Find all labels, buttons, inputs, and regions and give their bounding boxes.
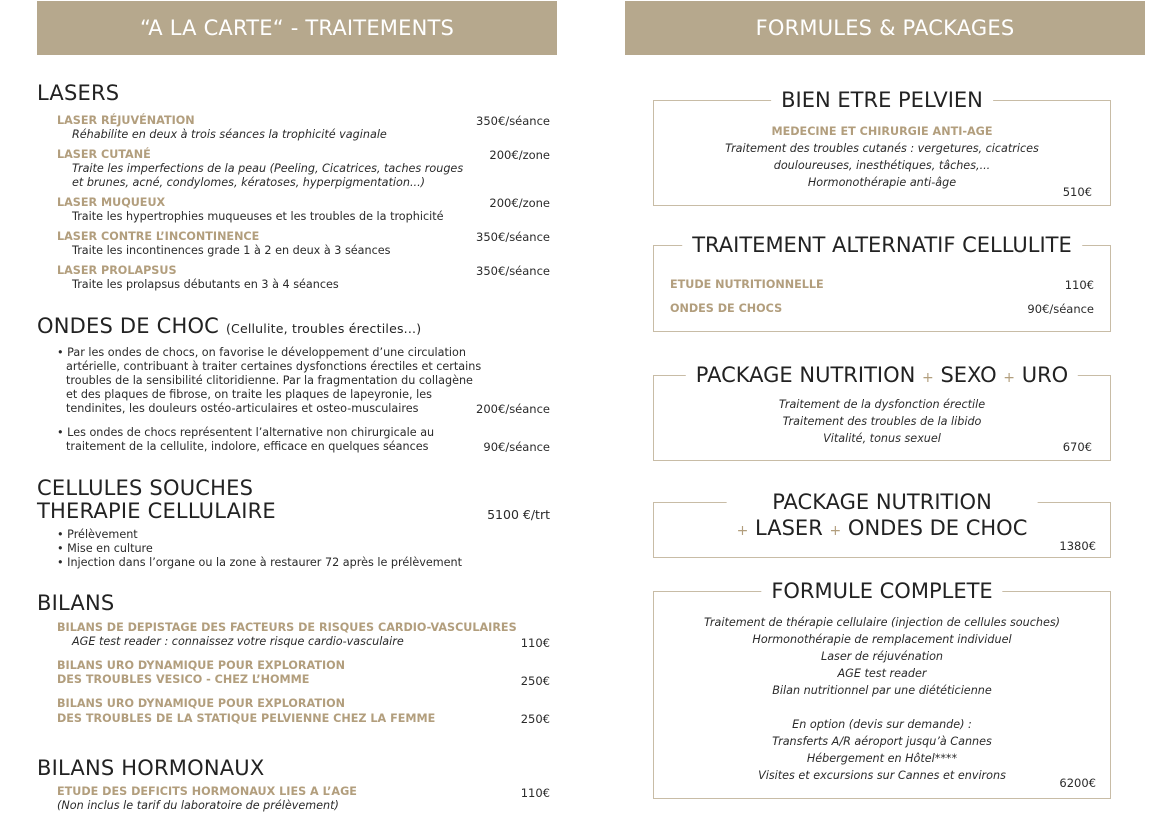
left-banner-title: “A LA CARTE“ - TRAITEMENTS	[139, 16, 455, 40]
plus-icon: +	[1003, 370, 1016, 386]
list-item: • Prélèvement	[57, 528, 138, 541]
ondes-title: ONDES DE CHOC	[37, 314, 220, 338]
pelvien-box	[653, 88, 1111, 206]
laser-cutane-name: LASER CUTANÉ	[57, 148, 151, 161]
left-banner	[37, 1, 557, 55]
bilan-3-price: 250€	[520, 712, 550, 726]
cellules-heading-2: THERAPIE CELLULAIRE	[37, 499, 276, 523]
right-banner	[625, 1, 1145, 55]
complete-line-4: AGE test reader	[837, 667, 927, 680]
laser-muqueux-price: 200€/zone	[489, 196, 550, 210]
hormonaux-note: (Non inclus le tarif du laboratoire de prélèvement)	[57, 799, 339, 812]
laser-rejuvenation-desc: Réhabilite en deux à trois séances la trophicité vaginale	[72, 128, 387, 141]
laser-cutane-desc-2: et brunes, acné, condylomes, kératoses, hyperpigmentation...)	[72, 176, 425, 189]
pack1-line-3: Vitalité, tonus sexuel	[823, 432, 941, 445]
pack2-box	[653, 490, 1111, 558]
bilan-1-name: BILANS DE DEPISTAGE DES FACTEURS DE RISQUES CARDIO-VASCULAIRES	[57, 621, 517, 634]
pelvien-line-2: douloureuses, inesthétiques, tâches,...	[773, 159, 991, 172]
hormonaux-heading: BILANS HORMONAUX	[37, 756, 265, 780]
list-item: • Injection dans l’organe ou la zone à restaurer 72 après le prélèvement	[57, 556, 462, 569]
list-item: • Mise en culture	[57, 542, 153, 555]
ondes-heading	[37, 314, 421, 338]
ondes-bullet-2: • Les ondes de chocs représentent l’alternative non chirurgicale au traitement de la cellulite, indolore, efficace en quelques séances	[57, 426, 435, 453]
laser-incontinence-price: 350€/séance	[476, 230, 550, 244]
complete-line-5: Bilan nutritionnel par une diététicienne	[772, 684, 992, 697]
bilan-2-name-2: DES TROUBLES VESICO - CHEZ L’HOMME	[57, 673, 310, 686]
hormonaux-price: 110€	[520, 786, 550, 800]
ondes-price-1: 200€/séance	[476, 402, 550, 416]
laser-incontinence-desc: Traite les incontinences grade 1 à 2 en deux à 3 séances	[72, 244, 391, 257]
pack1-price: 670€	[1062, 440, 1092, 454]
complete-option-2: Transferts A/R aéroport jusqu’à Cannes	[772, 735, 992, 748]
complete-option-3: Hébergement en Hôtel****	[806, 752, 958, 765]
complete-line-3: Laser de réjuvénation	[820, 650, 944, 663]
laser-rejuvenation-price: 350€/séance	[476, 114, 550, 128]
bilans-heading: BILANS	[37, 591, 115, 615]
laser-cutane-desc-1: Traite les imperfections de la peau (Peeling, Cicatrices, taches rouges	[72, 162, 464, 175]
bilan-3-name-2: DES TROUBLES DE LA STATIQUE PELVIENNE CHEZ LA FEMME	[57, 712, 436, 725]
complete-line-2: Hormonothérapie de remplacement individuel	[752, 633, 1012, 646]
plus-icon: +	[922, 370, 934, 386]
laser-rejuvenation-name: LASER RÉJUVÉNATION	[57, 114, 195, 127]
bilan-1-desc: AGE test reader : connaissez votre risque cardio-vasculaire	[72, 635, 404, 648]
right-banner-title: FORMULES & PACKAGES	[755, 16, 1015, 40]
pack1-title: PACKAGE NUTRITION + SEXO + URO	[686, 362, 1078, 391]
laser-prolapsus-desc: Traite les prolapsus débutants en 3 à 4 séances	[72, 278, 339, 291]
bilan-2-price: 250€	[520, 674, 550, 688]
complete-box	[653, 579, 1111, 799]
pack2-title: PACKAGE NUTRITION + LASER + ONDES DE CHOC	[727, 489, 1038, 544]
complete-line-1: Traitement de thérapie cellulaire (injection de cellules souches)	[703, 616, 1061, 629]
cellules-heading-1: CELLULES SOUCHES	[37, 476, 254, 500]
laser-cutane-price: 200€/zone	[489, 148, 550, 162]
bilan-1-price: 110€	[520, 636, 550, 650]
pack2-price: 1380€	[1059, 539, 1096, 553]
pelvien-sub: MEDECINE ET CHIRURGIE ANTI-AGE	[771, 125, 993, 138]
ondes-subtitle: (Cellulite, troubles érectiles...)	[225, 321, 422, 336]
laser-prolapsus-name: LASER PROLAPSUS	[57, 264, 177, 277]
cellulite-box	[653, 233, 1111, 332]
cellulite-row-2-price: 90€/séance	[1027, 302, 1094, 316]
cellulite-title: TRAITEMENT ALTERNATIF CELLULITE	[682, 232, 1082, 258]
ondes-price-2: 90€/séance	[483, 440, 550, 454]
cellulite-row-1-name: ETUDE NUTRITIONNELLE	[670, 278, 824, 291]
plus-icon: +	[736, 523, 749, 539]
complete-price: 6200€	[1059, 776, 1096, 790]
plus-icon: +	[829, 523, 842, 539]
bilan-3-name-1: BILANS URO DYNAMIQUE POUR EXPLORATION	[57, 697, 345, 710]
pack1-line-1: Traitement de la dysfonction érectile	[778, 398, 986, 411]
pelvien-line-3: Hormonothérapie anti-âge	[807, 176, 957, 189]
complete-option-4: Visites et excursions sur Cannes et environs	[758, 769, 1006, 782]
cellules-price: 5100 €/trt	[487, 507, 550, 522]
pack1-line-2: Traitement des troubles de la libido	[782, 415, 982, 428]
pelvien-line-1: Traitement des troubles cutanés : vergetures, cicatrices	[725, 142, 1039, 155]
pelvien-title: BIEN ETRE PELVIEN	[771, 87, 993, 113]
complete-title: FORMULE COMPLETE	[761, 578, 1002, 604]
pack1-box	[653, 363, 1111, 461]
cellulite-row-1-price: 110€	[1064, 278, 1094, 292]
laser-prolapsus-price: 350€/séance	[476, 264, 550, 278]
cellules-list	[57, 528, 462, 570]
laser-incontinence-name: LASER CONTRE L’INCONTINENCE	[57, 230, 260, 243]
cellulite-row-2-name: ONDES DE CHOCS	[670, 302, 783, 315]
complete-option-1: En option (devis sur demande) :	[792, 718, 972, 731]
laser-muqueux-desc: Traite les hypertrophies muqueuses et les troubles de la trophicité	[72, 210, 444, 223]
laser-muqueux-name: LASER MUQUEUX	[57, 196, 166, 209]
lasers-heading: LASERS	[37, 81, 120, 105]
pelvien-price: 510€	[1062, 185, 1092, 199]
ondes-bullet-1: • Par les ondes de chocs, on favorise le développement d’une circulation artérielle, contribuant à traiter certaines dysfonctions érectiles et certains troubles de la sensibilité clitoridienne. Par la fragmentation du collagène et des plaques de fibrose, on traite les plaques de lapeyronie, les tendinites, les douleurs ostéo-articulaires et osteo-musculaires	[57, 346, 482, 415]
bilan-2-name-1: BILANS URO DYNAMIQUE POUR EXPLORATION	[57, 659, 345, 672]
hormonaux-name: ETUDE DES DEFICITS HORMONAUX LIES A L’AGE	[57, 785, 357, 798]
